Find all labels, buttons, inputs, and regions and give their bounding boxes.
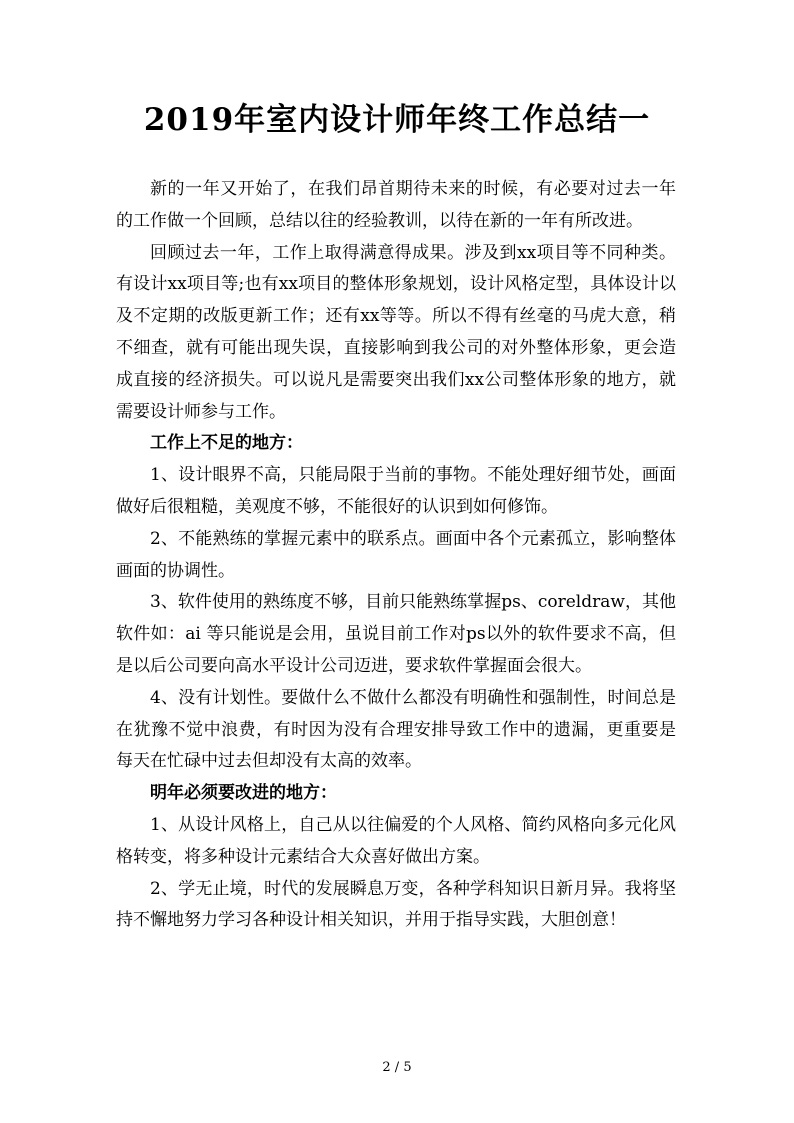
improvement-item-2: 2、学无止境，时代的发展瞬息万变，各种学科知识日新月异。我将坚持不懈地努力学习各种设计相关知识，并用于指导实践，大胆创意！ bbox=[116, 878, 676, 931]
intro-paragraph: 新的一年又开始了，在我们昂首期待未来的时候，有必要对过去一年的工作做一个回顾，总结以往的经验教训，以待在新的一年有所改进。 bbox=[116, 179, 676, 231]
document-title: 2019年室内设计师年终工作总结一 bbox=[143, 102, 651, 138]
section-heading-shortcomings: 工作上不足的地方： bbox=[150, 433, 303, 454]
shortcoming-item-4: 4、没有计划性。要做什么不做什么都没有明确性和强制性，时间总是在犹豫不觉中浪费，有时因为没有合理安排导致工作中的遗漏，更重要是每天在忙碌中过去但却没有太高的效率。 bbox=[116, 687, 676, 772]
page-number: 2 / 5 bbox=[382, 1060, 412, 1075]
review-paragraph: 回顾过去一年，工作上取得满意得成果。涉及到xx项目等不同种类。有设计xx项目等;也有xx项目的整体形象规划，设计风格定型，具体设计以及不定期的改版更新工作；还有xx等等。所以不得有丝毫的马虎大意，稍不细查，就有可能出现失误，直接影响到我公司的对外整体形象，更会造成直接的经济损失。可以说凡是需要突出我们xx公司整体形象的地方，就需要设计师参与工作。 bbox=[116, 242, 676, 422]
shortcoming-item-2: 2、不能熟练的掌握元素中的联系点。画面中各个元素孤立，影响整体画面的协调性。 bbox=[116, 528, 676, 581]
shortcoming-item-1: 1、设计眼界不高，只能局限于当前的事物。不能处理好细节处，画面做好后很粗糙，美观度不够，不能很好的认识到如何修饰。 bbox=[116, 465, 676, 517]
shortcoming-item-3: 3、软件使用的熟练度不够，目前只能熟练掌握ps、coreldraw，其他软件如：ai 等只能说是会用，虽说目前工作对ps以外的软件要求不高，但是以后公司要向高水平设计公司迈进，要求软件掌握面会很大。 bbox=[116, 592, 676, 676]
improvement-item-1: 1、从设计风格上，自己从以往偏爱的个人风格、简约风格向多元化风格转变，将多种设计元素结合大众喜好做出方案。 bbox=[116, 814, 676, 867]
section-heading-improvements: 明年必须要改进的地方： bbox=[150, 783, 337, 804]
document-body bbox=[116, 174, 676, 937]
